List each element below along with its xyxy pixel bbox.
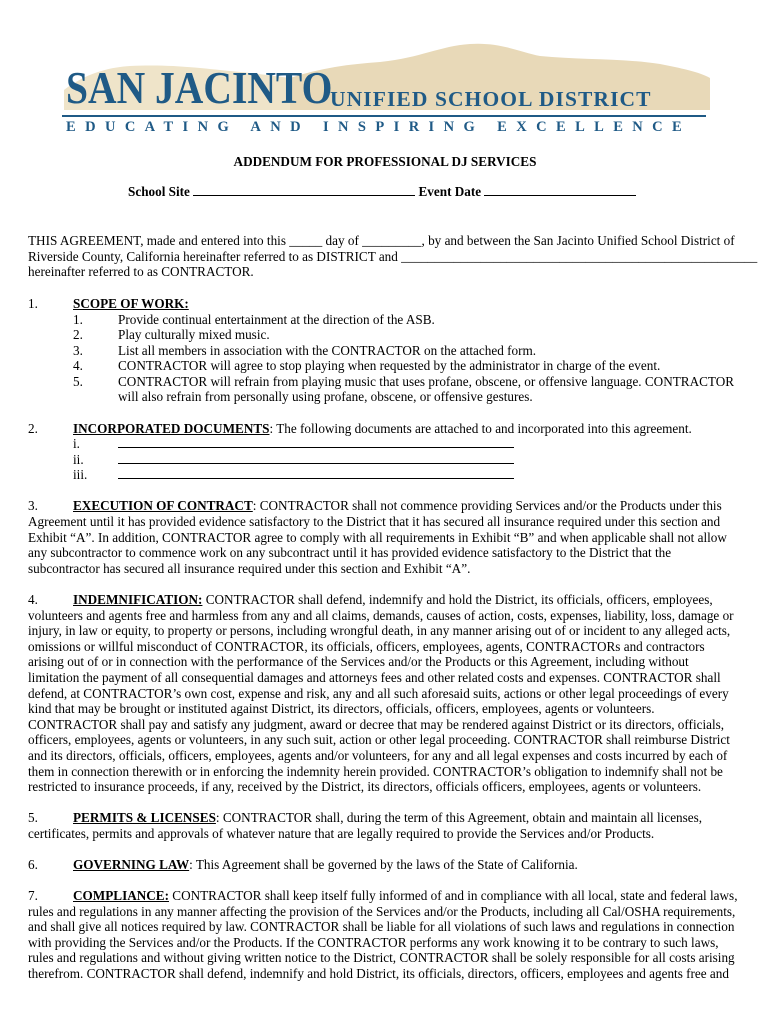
district-logo [60, 38, 710, 138]
body-line: therefrom. CONTRACTOR shall defend, indemnify and hold District, its officials, directors, officers, employees and agents free and [28, 965, 729, 981]
section-text: CONTRACTOR shall defend, indemnify and hold the District, its officials, officers, employees, [202, 592, 713, 607]
list-item: CONTRACTOR will refrain from playing music that uses profane, obscene, or offensive language. CONTRACTOR [118, 374, 735, 389]
logo-main-text: SAN JACINTO [66, 62, 333, 113]
section-heading-line [73, 421, 692, 437]
list-item-number: 2. [73, 327, 83, 342]
body-line: limitation the payment of all consequential damages and attorneys fees and other related costs and expenses. CONTRACTOR shall [28, 669, 721, 685]
school-site-blank[interactable] [193, 184, 415, 196]
body-line: Exhibit “A”. In addition, CONTRACTOR agree to comply with all requirements in Exhibit “B” and when applicable shall not allow [28, 529, 727, 545]
list-item-number: 3. [73, 343, 83, 358]
section-heading: SCOPE OF WORK: [73, 296, 189, 311]
section-number: 2. [28, 421, 38, 436]
section-heading: GOVERNING LAW [73, 857, 190, 872]
logo-tagline: EDUCATING AND INSPIRING EXCELLENCE [66, 119, 692, 135]
document-title: ADDENDUM FOR PROFESSIONAL DJ SERVICES [233, 154, 537, 169]
section-text: : The following documents are attached to and incorporated into this agreement. [269, 421, 692, 436]
body-line: kind that may be brought or instituted against District, its directors, officials, officers, employees, agents or volunteers. [28, 701, 655, 717]
section-number: 7. [28, 888, 38, 903]
section-heading-line [73, 592, 713, 608]
body-line: any subcontractor to commence work on any subcontract until it has provided evidence satisfactory to the District that the [28, 545, 672, 561]
school-site-label: School Site [128, 184, 190, 199]
document-blank[interactable] [118, 436, 514, 448]
body-line: certificates, permits and approvals of whatever nature that are legally required to provide the Services and/or Products. [28, 825, 655, 841]
list-item-number: 5. [73, 374, 83, 389]
list-item-number: iii. [73, 467, 88, 482]
section-heading: EXECUTION OF CONTRACT [73, 498, 253, 513]
list-item: CONTRACTOR will agree to stop playing when requested by the administrator in charge of the event. [118, 358, 661, 373]
section-heading-line [73, 888, 738, 904]
section-number: 4. [28, 592, 38, 607]
logo-divider [62, 115, 706, 117]
intro-line: THIS AGREEMENT, made and entered into this _____ day of _________, by and between the San Jacinto Unified School District of [28, 233, 735, 248]
section-number: 3. [28, 498, 38, 513]
section-text: : This Agreement shall be governed by the laws of the State of California. [189, 857, 578, 872]
body-line: arising out of or in connection with the performance of the Services and/or the Products or this Agreement, including without [28, 654, 689, 670]
section-body [28, 608, 742, 795]
section-body [28, 904, 742, 982]
body-line: and its directors, officials, officers, employees, agents and/or volunteers, for any and all legal expenses and costs incurred by each of [28, 747, 728, 763]
body-line: injury, in law or equity, to property or persons, including wrongful death, in any manner arising out of or incident to any alleged acts, [28, 623, 731, 639]
list-item: will also refrain from personally using profane, obscene, or offensive gestures. [118, 389, 533, 404]
body-line: subcontractor has secured all insurance required under this section and Exhibit “A”. [28, 560, 471, 576]
intro-paragraph [28, 233, 758, 280]
event-date-label: Event Date [418, 184, 482, 199]
logo-sub-text: UNIFIED SCHOOL DISTRICT [330, 87, 652, 111]
section-number: 5. [28, 810, 38, 825]
section-body [28, 514, 742, 576]
site-event-line [128, 184, 636, 200]
list-item-number: 1. [73, 312, 83, 327]
intro-line: Riverside County, California hereinafter referred to as DISTRICT and ______________________________________________________ [28, 248, 758, 264]
list-item-number: i. [73, 436, 80, 451]
list-item-number: 4. [73, 358, 83, 373]
section-heading-line [73, 810, 702, 826]
list-item-number: ii. [73, 452, 84, 467]
section-text: : CONTRACTOR shall not commence providing Services and/or the Products under this [252, 498, 722, 513]
intro-line: hereinafter referred to as CONTRACTOR. [28, 264, 254, 280]
body-line: rules and regulations in any manner affecting the provision of the Services and/or the Products, including all Cal/OSHA requirements, [28, 903, 736, 919]
body-line: Agreement until it has provided evidence satisfactory to the District that it has secured all insurance required under this section and [28, 514, 721, 529]
body-line: restricted to insurance proceeds, if any, received by the District, its directors, officials officers, employees, agents or volunteers. [28, 779, 702, 795]
section-number: 6. [28, 857, 38, 872]
section-heading: INCORPORATED DOCUMENTS [73, 421, 270, 436]
section-body [28, 826, 742, 842]
list-item: List all members in association with the CONTRACTOR on the attached form. [118, 343, 537, 358]
body-line: rules and regulations and without giving written notice to the District, CONTRACTOR shall be solely responsible for all costs arising [28, 950, 735, 966]
body-line: omissions or willful misconduct of CONTRACTOR, its officials, officers, employees, agents, CONTRACTORs and contractors [28, 638, 705, 654]
section-heading-line [73, 857, 578, 873]
section-heading-line [73, 498, 722, 514]
list-item: Provide continual entertainment at the direction of the ASB. [118, 312, 435, 327]
section-heading: INDEMNIFICATION: [73, 592, 203, 607]
section-heading: COMPLIANCE: [73, 888, 169, 903]
body-line: volunteers and agents free and harmless from any and all claims, demands, causes of action, costs, expenses, liability, loss, damage or [28, 607, 734, 623]
section-number: 1. [28, 296, 38, 311]
body-line: CONTRACTOR shall pay and satisfy any judgment, award or decree that may be rendered against District or its directors, officials, [28, 716, 725, 732]
body-line: with providing the Services and/or the Products. If the CONTRACTOR performs any work knowing it to be contrary to such laws, [28, 934, 719, 950]
body-line: and shall give all notices required by law. CONTRACTOR shall be liable for all violations of such laws and regulations in connection [28, 919, 735, 935]
list-item: Play culturally mixed music. [118, 327, 270, 342]
event-date-blank[interactable] [484, 184, 636, 196]
section-text: : CONTRACTOR shall, during the term of this Agreement, obtain and maintain all licenses, [215, 810, 703, 825]
body-line: them in connection therewith or in enforcing the indemnity herein provided. CONTRACTOR’s obligation to indemnify shall not be [28, 763, 723, 779]
section-text: CONTRACTOR shall keep itself fully informed of and in compliance with all local, state and federal laws, [168, 888, 738, 903]
document-blank[interactable] [118, 452, 514, 464]
body-line: defend, at CONTRACTOR’s own cost, expense and risk, any and all such aforesaid suits, actions or other legal proceedings of every [28, 685, 729, 701]
document-blank[interactable] [118, 467, 514, 479]
section-heading: PERMITS & LICENSES [73, 810, 216, 825]
body-line: officers, employees, agents or volunteers, in any such suit, action or other legal proceeding. CONTRACTOR shall reimburse District [28, 732, 730, 748]
